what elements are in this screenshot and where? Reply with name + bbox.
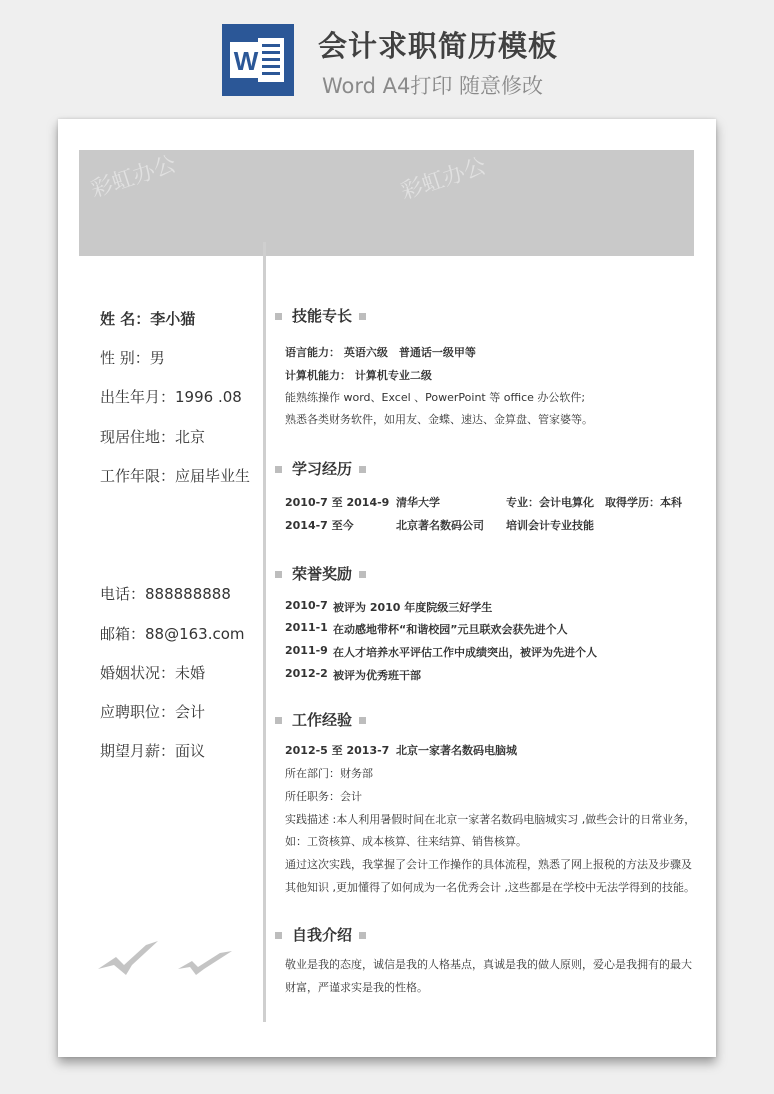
section-title: 自我介绍 — [292, 926, 353, 944]
bullet-square — [359, 313, 366, 320]
skill-line: 熟悉各类财务软件，如用友、金蝶、速达、金算盘、管家婆等。 — [285, 413, 593, 426]
bullet-square — [359, 932, 366, 939]
honor-date: 2011-1 — [285, 621, 328, 634]
honor-text: 在动感地带杯“和谐校园”元旦联欢会获先进个人 — [333, 623, 568, 636]
page-title: 会计求职简历模板 — [318, 29, 559, 63]
bullet-square — [275, 932, 282, 939]
skill-line: 能熟练操作 word、Excel 、PowerPoint 等 office 办公软件; — [285, 391, 586, 404]
salary-field: 期望月薪：面议 — [100, 742, 206, 760]
bullet-square — [275, 313, 282, 320]
intro-line: 敬业是我的态度，诚信是我的人格基点，真诚是我的做人原则，爱心是我拥有的最大 — [285, 958, 692, 971]
bullet-square — [359, 466, 366, 473]
watermark: 彩虹办公 — [87, 151, 180, 203]
bird-decoration — [96, 939, 236, 989]
honor-text: 在人才培养水平评估工作中成绩突出，被评为先进个人 — [333, 646, 597, 659]
header-banner — [79, 150, 694, 256]
work-line: 通过这次实践，我掌握了会计工作操作的具体流程，熟悉了网上报税的方法及步骤及 — [285, 858, 692, 871]
bullet-square — [359, 717, 366, 724]
watermark: 彩虹办公 — [397, 153, 490, 205]
section-title: 荣誉奖励 — [292, 565, 353, 583]
bullet-square — [359, 571, 366, 578]
years-field: 工作年限：应届毕业生 — [100, 467, 251, 485]
education-org: 北京著名数码公司 — [396, 519, 484, 532]
residence-field: 现居住地：北京 — [100, 428, 206, 446]
page-header — [0, 0, 774, 110]
phone-field: 电话：888888888 — [100, 585, 231, 603]
work-line: 所任职务：会计 — [285, 790, 362, 803]
bullet-square — [275, 466, 282, 473]
honor-date: 2010-7 — [285, 599, 328, 612]
name-field: 姓 名：李小猫 — [100, 310, 196, 328]
word-document-icon — [222, 24, 294, 96]
intro-line: 财富，严谨求实是我的性格。 — [285, 981, 428, 994]
section-title: 学习经历 — [292, 460, 353, 478]
birth-field: 出生年月：1996 .08 — [100, 388, 242, 406]
work-line: 实践描述 :本人利用暑假时间在北京一家著名数码电脑城实习 ,做些会计的日常业务， — [285, 813, 696, 826]
section-title: 工作经验 — [292, 711, 353, 729]
work-period: 2012-5 至 2013-7 — [285, 744, 390, 757]
position-field: 应聘职位：会计 — [100, 703, 206, 721]
education-detail: 培训会计专业技能 — [506, 519, 594, 532]
resume-page — [58, 119, 716, 1057]
education-detail: 专业：会计电算化 取得学历：本科 — [506, 496, 682, 509]
honor-text: 被评为 2010 年度院级三好学生 — [333, 601, 493, 614]
education-period: 2014-7 至今 — [285, 519, 354, 532]
page-subtitle: Word A4打印 随意修改 — [322, 74, 544, 98]
work-company: 北京一家著名数码电脑城 — [396, 744, 517, 757]
work-line: 所在部门：财务部 — [285, 767, 373, 780]
honor-date: 2011-9 — [285, 644, 328, 657]
marital-field: 婚姻状况：未婚 — [100, 664, 206, 682]
work-line: 其他知识 ,更加懂得了如何成为一名优秀会计 ,这些都是在学校中无法学得到的技能。 — [285, 881, 695, 894]
bullet-square — [275, 717, 282, 724]
bullet-square — [275, 571, 282, 578]
gender-field: 性 别：男 — [100, 349, 165, 367]
work-line: 如：工资核算、成本核算、往来结算、销售核算。 — [285, 835, 527, 848]
email-field: 邮箱：88@163.com — [100, 625, 245, 643]
honor-date: 2012-2 — [285, 667, 328, 680]
education-org: 清华大学 — [396, 496, 440, 509]
honor-text: 被评为优秀班干部 — [333, 669, 421, 682]
education-period: 2010-7 至 2014-9 — [285, 496, 390, 509]
skill-line: 计算机能力： 计算机专业二级 — [285, 369, 432, 382]
word-icon-letter: W — [233, 46, 259, 76]
section-title: 技能专长 — [292, 307, 353, 325]
skill-line: 语言能力： 英语六级 普通话一级甲等 — [285, 346, 476, 359]
column-divider — [263, 242, 266, 1022]
